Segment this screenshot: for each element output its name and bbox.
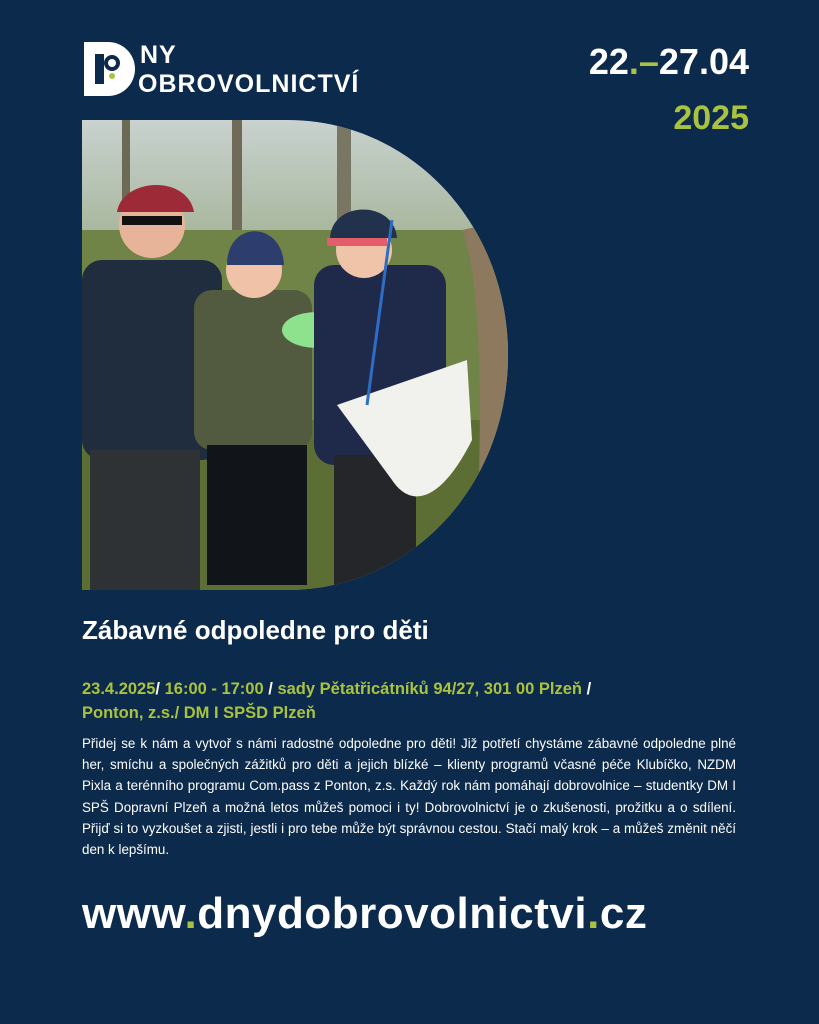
children-playing-photo: [82, 120, 508, 590]
date-dash: –: [638, 41, 659, 82]
logo-line2: OBROVOLNICTVÍ: [138, 70, 360, 98]
event-time: 16:00 - 17:00: [164, 680, 264, 698]
event-meta: [82, 677, 742, 725]
event-year: 2025: [673, 99, 749, 137]
event-title: Zábavné odpoledne pro děti: [82, 615, 429, 645]
website-part2: dnydobrovolnictvi: [197, 889, 588, 938]
date-start-day: 22: [588, 41, 629, 82]
website-dot: .: [587, 889, 600, 938]
logo: [82, 40, 432, 100]
event-address: sady Pětatřicátníků 94/27, 301 00 Plzeň: [277, 680, 582, 698]
event-description: Přidej se k nám a vytvoř s námi radostné odpoledne pro děti! Již potřetí chystáme zábavné odpoledne plné her, smíchu a společných zážitků pro děti a jejich blízké – klienty programů včasné péče Klubíčko, NZDM Pixla a terénního programu Com.pass z Ponton, z.s. Každý rok nám pomáhají dobrovolnice – studentky DM I SPŠ Dopravní Plzeň a možná letos můžeš pomoci i ty! Dobrovolnictví je o zkušenosti, prožitku a o sdílení. Přijď si to vyzkoušet a zjisti, jestli i pro tebe může být správnou cestou. Stačí malý krok – a můžeš změnit něčí den k lepšímu.: [82, 736, 736, 858]
meta-separator: /: [268, 680, 273, 698]
meta-separator: /: [586, 680, 592, 698]
logo-line1: NY: [140, 41, 177, 69]
event-date-range: [589, 42, 749, 82]
website-link[interactable]: [82, 886, 647, 942]
website-part3: cz: [599, 889, 648, 938]
date-dot: .: [628, 41, 639, 82]
logo-d-mark-icon: [82, 40, 140, 98]
website-part1: www: [82, 889, 185, 938]
date-end: 27.04: [658, 41, 749, 82]
website-dot: .: [184, 889, 198, 938]
event-date: 23.4.2025: [82, 680, 156, 698]
event-organizers: Ponton, z.s./ DM I SPŠD Plzeň: [82, 704, 316, 722]
meta-separator: /: [155, 680, 160, 698]
